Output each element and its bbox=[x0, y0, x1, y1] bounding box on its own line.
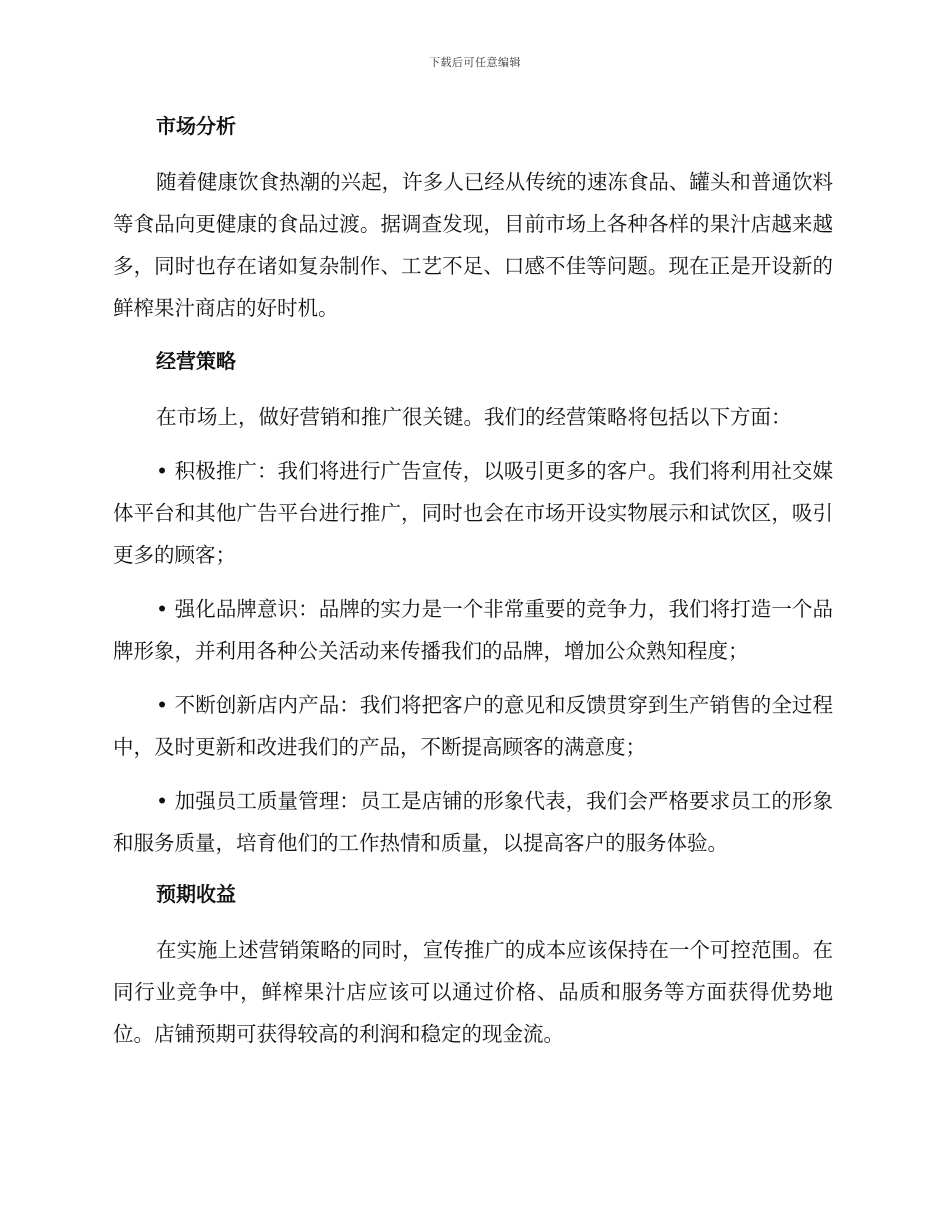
section-heading-business-strategy: 经营策略 bbox=[156, 349, 236, 373]
strategy-item-innovation: • 不断创新店内产品：我们将把客户的意见和反馈贯穿到生产销售的全过程中，及时更新和改进我们的产品，不断提高顾客的满意度； bbox=[113, 693, 833, 759]
header-note: 下载后可任意编辑 bbox=[429, 56, 521, 69]
strategy-item-brand: • 强化品牌意识：品牌的实力是一个非常重要的竞争力，我们将打造一个品牌形象，并利用各种公关活动来传播我们的品牌，增加公众熟知程度； bbox=[113, 597, 833, 663]
market-analysis-paragraph: 随着健康饮食热潮的兴起，许多人已经从传统的速冻食品、罐头和普通饮料等食品向更健康的食品过渡。据调查发现，目前市场上各种各样的果汁店越来越多，同时也存在诸如复杂制作、工艺不足、口感不佳等问题。现在正是开设新的鲜榨果汁商店的好时机。 bbox=[113, 170, 833, 320]
strategy-item-promotion: • 积极推广：我们将进行广告宣传，以吸引更多的客户。我们将利用社交媒体平台和其他广告平台进行推广，同时也会在市场开设实物展示和试饮区，吸引更多的顾客； bbox=[113, 459, 833, 567]
strategy-intro-paragraph: 在市场上，做好营销和推广很关键。我们的经营策略将包括以下方面： bbox=[156, 405, 792, 429]
expected-returns-paragraph: 在实施上述营销策略的同时，宣传推广的成本应该保持在一个可控范围。在同行业竞争中，鲜榨果汁店应该可以通过价格、品质和服务等方面获得优势地位。店铺预期可获得较高的利润和稳定的现金流。 bbox=[113, 938, 833, 1046]
strategy-item-staff: • 加强员工质量管理：员工是店铺的形象代表，我们会严格要求员工的形象和服务质量，培育他们的工作热情和质量，以提高客户的服务体验。 bbox=[113, 789, 833, 855]
section-heading-market-analysis: 市场分析 bbox=[156, 114, 236, 138]
section-heading-expected-returns: 预期收益 bbox=[156, 882, 236, 906]
document-body bbox=[113, 108, 833, 1055]
